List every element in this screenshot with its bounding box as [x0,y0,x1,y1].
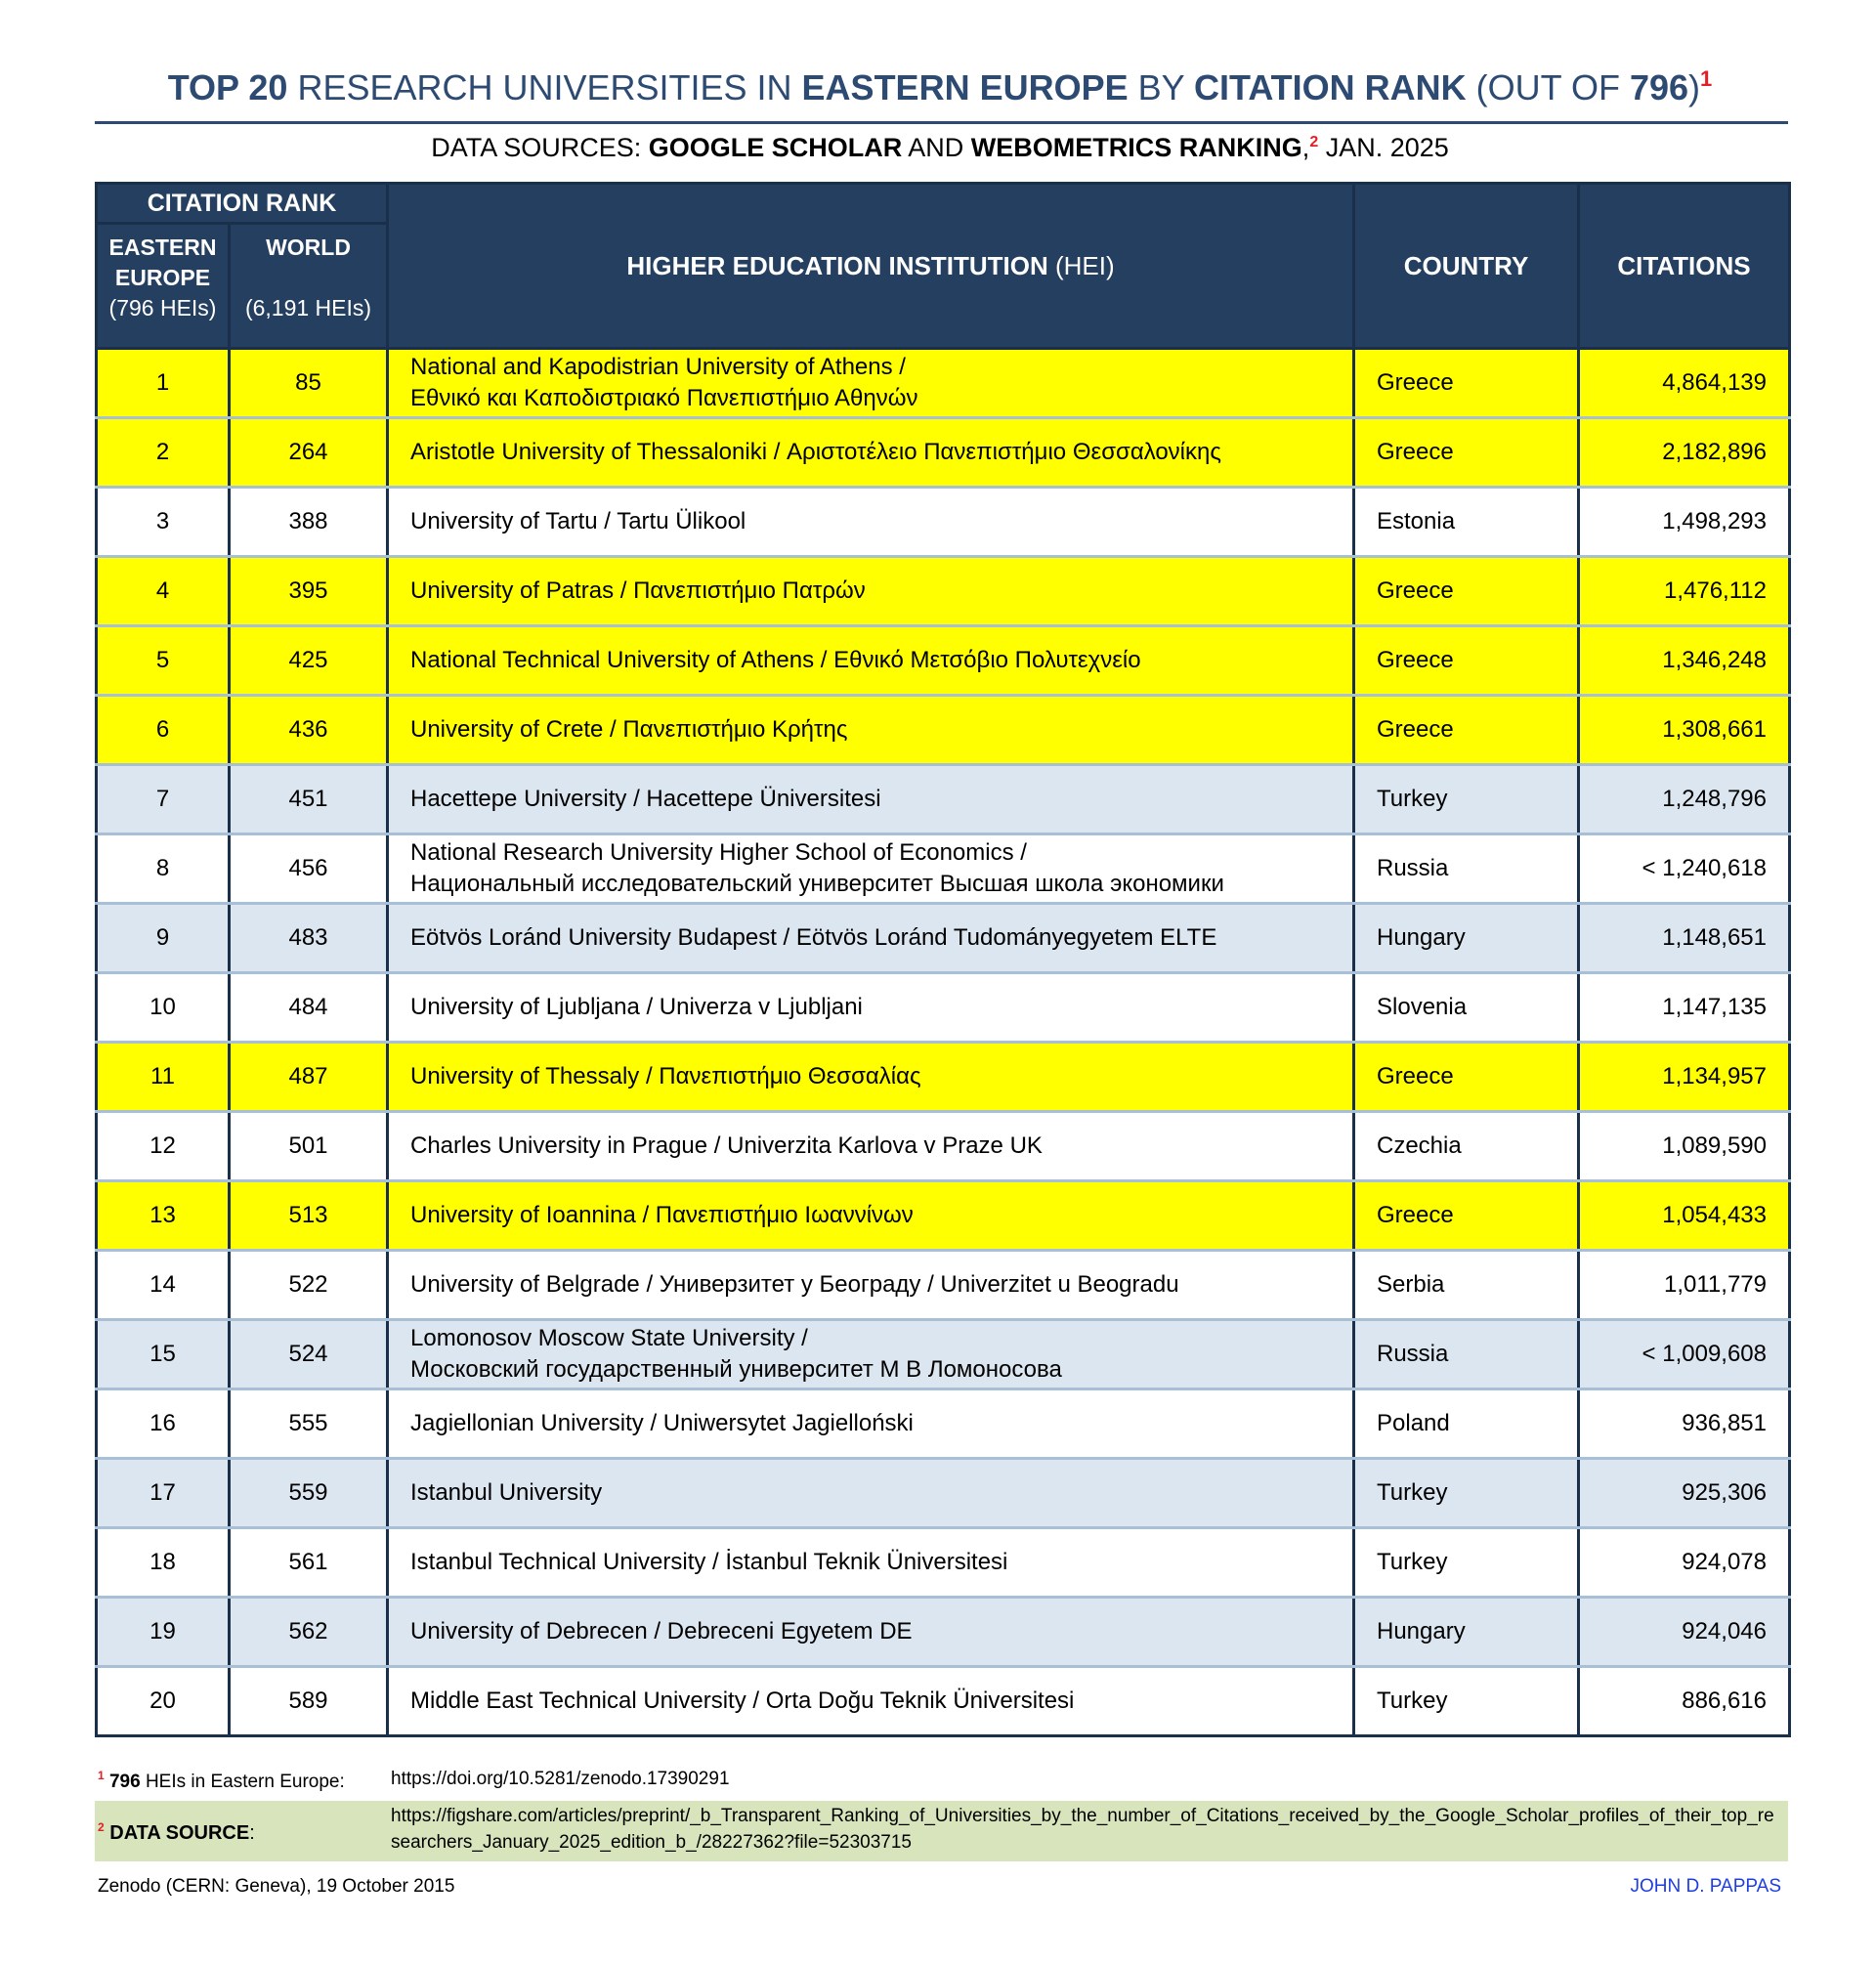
institution-name-line: Istanbul University [410,1479,603,1506]
country: Slovenia [1354,973,1579,1043]
country: Greece [1354,418,1579,488]
table-row [97,1320,1790,1389]
institution-name [388,1667,1354,1736]
institution-name-line: Istanbul Technical University / İstanbul Teknik Üniversitesi [410,1549,1008,1575]
rank-world: 561 [230,1528,388,1598]
rank-world: 425 [230,626,388,696]
country: Russia [1354,834,1579,904]
rank-eastern-europe: 7 [97,765,230,834]
institution-name [388,973,1354,1043]
footnote-1-link[interactable]: https://doi.org/10.5281/zenodo.17390291 [391,1769,730,1789]
institution-name-line: University of Ioannina / Πανεπιστήμιο Ιωαννίνων [410,1202,914,1228]
institution-name [388,834,1354,904]
citations: 4,864,139 [1579,349,1790,418]
header-world: WORLD (6,191 HEIs) [230,224,388,349]
citations: 924,046 [1579,1598,1790,1667]
subtitle: DATA SOURCES: GOOGLE SCHOLAR AND WEBOMETRICS RANKING,$^2$ JAN. 2025 [431,133,1449,162]
rank-eastern-europe: 14 [97,1251,230,1320]
rank-eastern-europe: 10 [97,973,230,1043]
citations: 1,476,112 [1579,557,1790,626]
rank-eastern-europe: 2 [97,418,230,488]
rank-world: 501 [230,1112,388,1181]
institution-name-line: Εθνικό και Καποδιστριακό Πανεπιστήμιο Αθηνών [410,385,918,411]
rank-world: 456 [230,834,388,904]
table-row [97,626,1790,696]
rank-world: 85 [230,349,388,418]
rank-eastern-europe: 16 [97,1389,230,1459]
table-row [97,1528,1790,1598]
header-citations: CITATIONS [1579,184,1790,349]
rank-eastern-europe: 4 [97,557,230,626]
institution-name [388,1043,1354,1112]
institution-name-line: National and Kapodistrian University of Athens / [410,354,906,380]
institution-name-line: Charles University in Prague / Univerzita Karlova v Praze UK [410,1132,1043,1159]
table-row [97,557,1790,626]
rank-eastern-europe: 8 [97,834,230,904]
table-row [97,1389,1790,1459]
citations: 1,134,957 [1579,1043,1790,1112]
country: Greece [1354,626,1579,696]
table-row [97,1112,1790,1181]
rank-world: 484 [230,973,388,1043]
rank-world: 513 [230,1181,388,1251]
citations: 936,851 [1579,1389,1790,1459]
institution-name [388,1598,1354,1667]
rank-eastern-europe: 5 [97,626,230,696]
rank-world: 395 [230,557,388,626]
country: Turkey [1354,1667,1579,1736]
country: Turkey [1354,765,1579,834]
institution-name-line: University of Ljubljana / Univerza v Ljubljani [410,994,863,1020]
institution-name [388,696,1354,765]
table-row [97,488,1790,557]
institution-name-line: University of Thessaly / Πανεπιστήμιο Θεσσαλίας [410,1063,921,1089]
table-row [97,349,1790,418]
country: Estonia [1354,488,1579,557]
institution-name-line: Lomonosov Moscow State University / [410,1325,808,1351]
footer-author: JOHN D. PAPPAS [1630,1876,1781,1897]
institution-name [388,1459,1354,1528]
institution-name-line: University of Tartu / Tartu Ülikool [410,508,746,534]
institution-name [388,1112,1354,1181]
table-row [97,696,1790,765]
table-row [97,765,1790,834]
country: Greece [1354,349,1579,418]
citations: 2,182,896 [1579,418,1790,488]
institution-name-line: Eötvös Loránd University Budapest / Eötvös Loránd Tudományegyetem ELTE [410,924,1217,951]
citations: 1,089,590 [1579,1112,1790,1181]
table-row [97,1181,1790,1251]
institution-name-line: Middle East Technical University / Orta Doğu Teknik Üniversitesi [410,1687,1075,1714]
rank-eastern-europe: 11 [97,1043,230,1112]
institution-name [388,418,1354,488]
table-row [97,1043,1790,1112]
country: Greece [1354,557,1579,626]
citations: 1,147,135 [1579,973,1790,1043]
institution-name [388,1181,1354,1251]
institution-name-line: University of Debrecen / Debreceni Egyetem DE [410,1618,913,1645]
institution-name-line: Hacettepe University / Hacettepe Üniversitesi [410,786,881,812]
table-row [97,973,1790,1043]
institution-name [388,349,1354,418]
citations: 1,248,796 [1579,765,1790,834]
country: Greece [1354,1043,1579,1112]
country: Greece [1354,696,1579,765]
institution-name [388,1320,1354,1389]
footnote-2-link[interactable]: https://figshare.com/articles/preprint/_b_Transparent_Ranking_of_Universities_by_the_number_of_Citations_received_by_the_Google_Scholar_profiles_of_their_top_researchers_January_2025_edition_b_/28227362?file=52303715 [391,1806,1774,1853]
rank-world: 451 [230,765,388,834]
page-title: TOP 20 RESEARCH UNIVERSITIES IN EASTERN EUROPE BY CITATION RANK (OUT OF 796)$^1$ [167,66,1713,107]
institution-name [388,1251,1354,1320]
citations: 1,498,293 [1579,488,1790,557]
header-country: COUNTRY [1354,184,1579,349]
title-footnote-mark: 1 [1700,66,1713,91]
rank-eastern-europe: 6 [97,696,230,765]
citations: 925,306 [1579,1459,1790,1528]
institution-name [388,1389,1354,1459]
rank-eastern-europe: 1 [97,349,230,418]
footnote-1: $^1$ 796 HEIs in Eastern Europe: [98,1769,345,1792]
rank-eastern-europe: 9 [97,904,230,973]
rank-world: 559 [230,1459,388,1528]
rank-eastern-europe: 15 [97,1320,230,1389]
citations: 1,011,779 [1579,1251,1790,1320]
institution-name [388,904,1354,973]
country: Greece [1354,1181,1579,1251]
subtitle-footnote-mark: 2 [1309,134,1319,150]
rank-eastern-europe: 13 [97,1181,230,1251]
table-row [97,1251,1790,1320]
footnote-2: $^2$ DATA SOURCE: [98,1820,255,1844]
rank-world: 487 [230,1043,388,1112]
country: Hungary [1354,904,1579,973]
citations: < 1,240,618 [1579,834,1790,904]
country: Turkey [1354,1459,1579,1528]
rank-world: 562 [230,1598,388,1667]
rank-world: 522 [230,1251,388,1320]
table-body [97,349,1790,1736]
rank-world: 388 [230,488,388,557]
country: Turkey [1354,1528,1579,1598]
rank-eastern-europe: 19 [97,1598,230,1667]
country: Serbia [1354,1251,1579,1320]
header-citation-rank: CITATION RANK [97,184,388,224]
title-rule [95,121,1788,124]
rank-world: 524 [230,1320,388,1389]
table-row [97,1459,1790,1528]
country: Czechia [1354,1112,1579,1181]
institution-name-line: Jagiellonian University / Uniwersytet Jagielloński [410,1410,914,1436]
citations: < 1,009,608 [1579,1320,1790,1389]
citations: 1,308,661 [1579,696,1790,765]
institution-name-line: University of Patras / Πανεπιστήμιο Πατρών [410,577,866,604]
rank-eastern-europe: 3 [97,488,230,557]
rank-eastern-europe: 18 [97,1528,230,1598]
institution-name-line: Aristotle University of Thessaloniki / Αριστοτέλειο Πανεπιστήμιο Θεσσαλονίκης [410,439,1221,465]
rank-world: 589 [230,1667,388,1736]
institution-name [388,765,1354,834]
institution-name [388,557,1354,626]
table-row [97,904,1790,973]
institution-name [388,1528,1354,1598]
header-eastern-europe: EASTERN EUROPE (796 HEIs) [97,224,230,349]
institution-name-line: University of Belgrade / Универзитет у Београду / Univerzitet u Beogradu [410,1271,1179,1298]
table-row [97,418,1790,488]
rank-eastern-europe: 12 [97,1112,230,1181]
citations: 1,346,248 [1579,626,1790,696]
institution-name-line: Московский государственный университет М В Ломоносова [410,1356,1062,1383]
institution-name [388,626,1354,696]
table-row [97,1667,1790,1736]
table-row [97,1598,1790,1667]
institution-name-line: Национальный исследовательский университет Высшая школа экономики [410,871,1224,897]
ranking-table [95,182,1791,1737]
footer-source: Zenodo (CERN: Geneva), 19 October 2015 [98,1876,455,1897]
rank-world: 436 [230,696,388,765]
country: Hungary [1354,1598,1579,1667]
institution-name-line: University of Crete / Πανεπιστήμιο Κρήτης [410,716,848,743]
rank-world: 555 [230,1389,388,1459]
rank-eastern-europe: 17 [97,1459,230,1528]
header-institution: HIGHER EDUCATION INSTITUTION (HEI) [388,184,1354,349]
citations: 924,078 [1579,1528,1790,1598]
table-row [97,834,1790,904]
institution-name [388,488,1354,557]
rank-world: 264 [230,418,388,488]
rank-eastern-europe: 20 [97,1667,230,1736]
institution-name-line: National Research University Higher School of Economics / [410,839,1027,866]
rank-world: 483 [230,904,388,973]
citations: 886,616 [1579,1667,1790,1736]
country: Russia [1354,1320,1579,1389]
country: Poland [1354,1389,1579,1459]
citations: 1,148,651 [1579,904,1790,973]
citations: 1,054,433 [1579,1181,1790,1251]
institution-name-line: National Technical University of Athens / Εθνικό Μετσόβιο Πολυτεχνείο [410,647,1141,673]
